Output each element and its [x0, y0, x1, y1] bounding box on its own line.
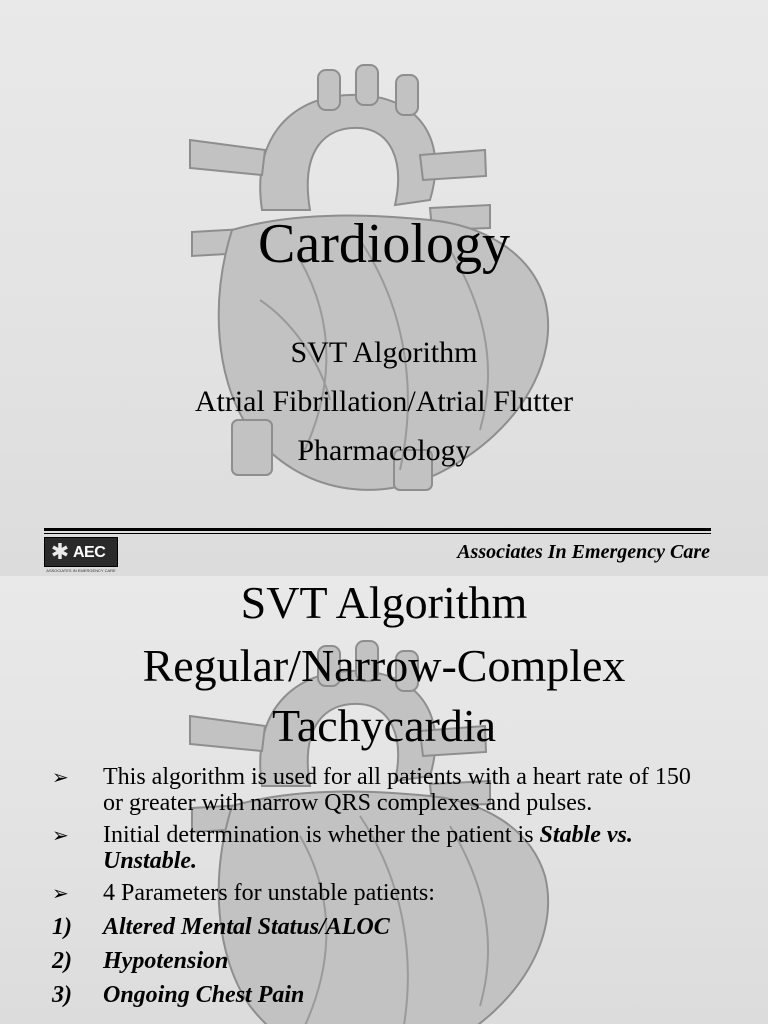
- arrow-bullet-icon: ➢: [52, 881, 69, 905]
- numbered-text: Altered Mental Status/ALOC: [103, 914, 390, 940]
- numbered-text: Ongoing Chest Pain: [103, 982, 305, 1008]
- subtitle-atrial-fibrillation: Atrial Fibrillation/Atrial Flutter: [194, 385, 574, 418]
- number-marker: 3): [52, 982, 72, 1008]
- footer-divider: [44, 528, 711, 531]
- content-slide: [0, 576, 768, 1024]
- numbered-item: [0, 978, 768, 1012]
- slide-title-line-3: Tachycardia: [271, 700, 497, 751]
- slide-title-line-2: Regular/Narrow-Complex: [142, 640, 626, 691]
- arrow-bullet-icon: ➢: [52, 823, 69, 847]
- number-marker: 2): [52, 948, 72, 974]
- numbered-text: Hypotension: [103, 948, 229, 974]
- arrow-bullet-icon: ➢: [52, 765, 69, 789]
- list-item: [0, 822, 703, 874]
- organization-name: Associates In Emergency Care: [457, 541, 710, 563]
- slide-title: Cardiology: [258, 213, 510, 275]
- bullet-list: [0, 764, 768, 1012]
- star-of-life-icon: ✱: [50, 540, 70, 565]
- slide-title-line-1: SVT Algorithm: [240, 577, 528, 628]
- logo-badge: [44, 537, 118, 567]
- numbered-item: [0, 910, 768, 944]
- numbered-item: [0, 944, 768, 978]
- footer-divider-thin: [44, 533, 711, 534]
- subtitle-pharmacology: Pharmacology: [297, 434, 471, 467]
- list-item: [0, 880, 703, 906]
- aec-logo: [44, 537, 118, 575]
- bullet-text: This algorithm is used for all patients with a heart rate of 150 or greater with narrow QRS complexes and pulses.: [103, 764, 691, 816]
- subtitle-svt-algorithm: SVT Algorithm: [290, 336, 478, 369]
- bullet-text: 4 Parameters for unstable patients:: [103, 880, 435, 906]
- bullet-text: Initial determination is whether the patient is: [103, 822, 540, 848]
- logo-caption: ASSOCIATES IN EMERGENCY CARE: [46, 568, 116, 573]
- bullet-emphasis: Stable vs. Unstable.: [103, 822, 633, 874]
- number-marker: 1): [52, 914, 72, 940]
- list-item: [0, 764, 703, 816]
- logo-text: AEC: [73, 544, 106, 561]
